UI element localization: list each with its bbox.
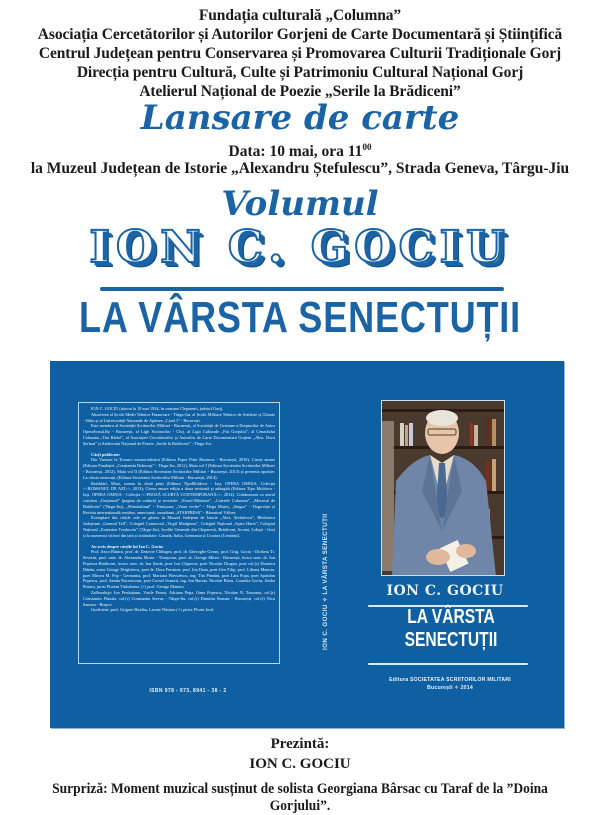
cover-divider-bottom	[368, 663, 528, 665]
presenter-label: Prezintă:	[270, 736, 330, 752]
published-paragraph: Din Viziune la Toronto memorialistică (Editura Paper Print Business - București, 2010), Cireșe amare (Editura Fundației „Constantin Brâncuși” - Târgu-Jiu, 2011), Maia vol I (Editura Societatea Scriitorilor Militari - București, 2012), Maia vol II (Editura Societatea Scriitorilor Militari - București, 2013) și prezenta apariție: La vârsta senecuții, (Editura Societatea Scriitorilor Militari - București, 2014).	[83, 457, 275, 480]
reviews-paragraph: Prof. Anca Bănică, prof. dr. Zenovie Cârlugea, prof. dr. Gheorghe Gorun, prof. Grig. Gociu - Drobeta Tr. Severin, prof. univ. dr. Alexandru Moise - Timișoara, prof. dr. George Mirea - București, lector univ. dr. Ion Popescu-Brădiceni, lector univ. dr. Ion Sarda, poet Ion Cliprocia, poet Nicolae Drugea, poet col.(r) Dumitru Dănău, autor George Drighiescu, poet dr. Dora Fernstea, prof. Ion Ilona, poet Geo Filip, prof. Liliana Manoiu, poet Mircea M. Pop - Germania, prof. Mariana Pârvulescu, ing. Tita Pământ, poet Lars Popa, poet Spiridon Popescu, prof. Sandu Racovicean, poet Cornel Somică, ing. Ion Bureța, Nicolae Blaru, Cornelia Gociu, Andra Rotaru, jurist Florian Văduleanu. (+) prof. George Manoiu	[83, 549, 275, 590]
translators-paragraph: Zalhoralejo: Ion Preduțianu, Vasile Ponea, Adriana Pepa, Oana Popescu, Nicolae N. Tomoniu, col.(r) Constantin Pătoala, col.(r) Constantin Sereuș - Târgu-Jiu, col.(r) Dumitru Roman - București, col.(r) Nicu Samara - Brașov.	[83, 589, 275, 607]
organizer-line: Direcția pentru Cultură, Culte și Patrimoniu Cultural Național Gorj	[76, 64, 524, 81]
publisher-city-year: București ✧ 2014	[427, 685, 473, 691]
event-title: Lansare de carte	[140, 98, 460, 138]
event-date-text: Data: 10 mai, ora 11	[228, 143, 363, 161]
book-title-headline: LA VÂRSTA SENECTUȚII	[78, 293, 522, 342]
organizer-line: Fundația culturală „Columna”	[198, 7, 402, 24]
graphics-paragraph: Graficieni: prof. Grigore Haidău, Leonte Năstase (+) pictor Florin Iosif.	[91, 607, 215, 613]
presenter-block	[0, 734, 600, 774]
organizer-line: Asociația Cercetătorilor și Autorilor Gorjeni de Carte Documentară și Științifică	[37, 26, 563, 43]
organizers-list	[0, 6, 600, 101]
cover-author: ION C. GOCIU	[386, 583, 504, 599]
author-headline: ION C. GOCIU	[89, 222, 511, 273]
published-paragraph: Reeditări: Maia, roman în două părți (Editura TipoMoldova - Iași, OPERA OMNIA, Colecția <<ROMANUL DE AZI>>, 2013); Cireșe amare ediția a doua revăzută și adăugită (Editura Tipo Moldova - Iași, OPERA OMNIA - Colecția <<PROZĂ SCURTĂ CONTEMPORANĂ>>, 2014). Colaborează cu ziarul cotidian „Gorjeanul” (pagina de cultură) și revistele: „Portal-Măiastra”, „Caietele Columna”, „Mesacul de Brădiceni” (Târgu-Jiu), „Sfinxtialinul” - Timișoara, „Vatra veche” - Târgu Mureș, „Singur” - Târgoviște și Revista internațională româno, americană, canadiană „STARPRESS” - Râmnicul Vâlcea.	[83, 480, 275, 515]
author-portrait-illustration	[382, 401, 505, 576]
publisher	[360, 676, 540, 692]
bio-paragraph: Este membru al Societății Scriitorilor Militari - București, al Societății de Gestiune a Drepturilor de Autor OperaScrisă.Ro - București, al Ligii Scriitorilor - Cluj, al Ligii Culturale „Fiii Gorjului”, al Cenaclului Columna „Tita Rădoi”, al Asociației Cercetătorilor și Autorilor de Carte Documentară Gorjeni „Alex. Doru Șerban” și Atelierului Național de Poezie „Serile la Brădiceni” - Târgu-Jiu.	[83, 423, 275, 446]
spine-text: ION C. GOCIU ✧ LA VÂRSTA SENECTUȚII	[322, 513, 329, 650]
event-date	[0, 142, 600, 161]
event-location: la Muzeul Județean de Istorie „Alexandru Ștefulescu”, Strada Geneva, Târgu-Jiu	[30, 160, 570, 177]
event-time-superscript: 00	[362, 142, 372, 152]
headline-divider	[100, 287, 504, 291]
organizer-line: Atelierul Național de Poezie „Serile la Brădiceni”	[139, 83, 461, 100]
volume-label: Volumul	[221, 184, 379, 224]
author-photo	[381, 400, 505, 576]
published-heading: Cărți publicate:	[91, 451, 121, 457]
cover-title: LA VÂRSTA SENECTUȚII	[404, 606, 498, 651]
published-paragraph: Exemplare din cărțile sale se găsesc la Muzeul Județean de Istorie „Alex. Ștefulescu”, Biblioteca Județeană „General Tell”, Colegiul Comercial „Virgil Madgearu”, Colegiul Național „Spiru Haret”, Colegiul Național „Ecaterina Teodoroiu” (Târgu-Jiu), Școlile Generale din Cleparenii, Brădiceni, Arcani, Leleşti - Gorj și la numeroși cititori din țară și străinătate: Canada, Italia, Germania și Ucraina (Cernăuți).	[83, 515, 275, 538]
publisher-name: Editura SOCIETATEA SCRIITORILOR MILITARI	[389, 677, 511, 683]
presenter-name: ION C. GOCIU	[249, 756, 351, 772]
bio-paragraph: ION C. GOCIU (născut la 10 mai 1934, în comuna Cleparenii, județul Gorj).	[91, 406, 224, 411]
back-cover-textbox	[78, 402, 280, 664]
bio-paragraph: Absolvent al Școlii Medii Tehnice Financiare - Târgu-Jiu, al Școlii Militare Tehnice de Artilerie și Chimie - Sibiu și al Universității Naționale de Apărare „Carol I” - București.	[83, 411, 275, 423]
surprise-note: Surpriză: Moment muzical susținut de solista Georgiana Bârsac cu Taraf de la ”Doina Gorjului”.	[52, 781, 548, 814]
organizer-line: Centrul Județean pentru Conservarea și Promovarea Culturii Tradiționale Gorj	[38, 45, 562, 62]
isbn: ISBN 978 - 973, 8941 - 38 - 2	[149, 688, 227, 694]
reviews-heading: Au scris despre cărțile lui Ion C. Gociu:	[91, 543, 164, 549]
